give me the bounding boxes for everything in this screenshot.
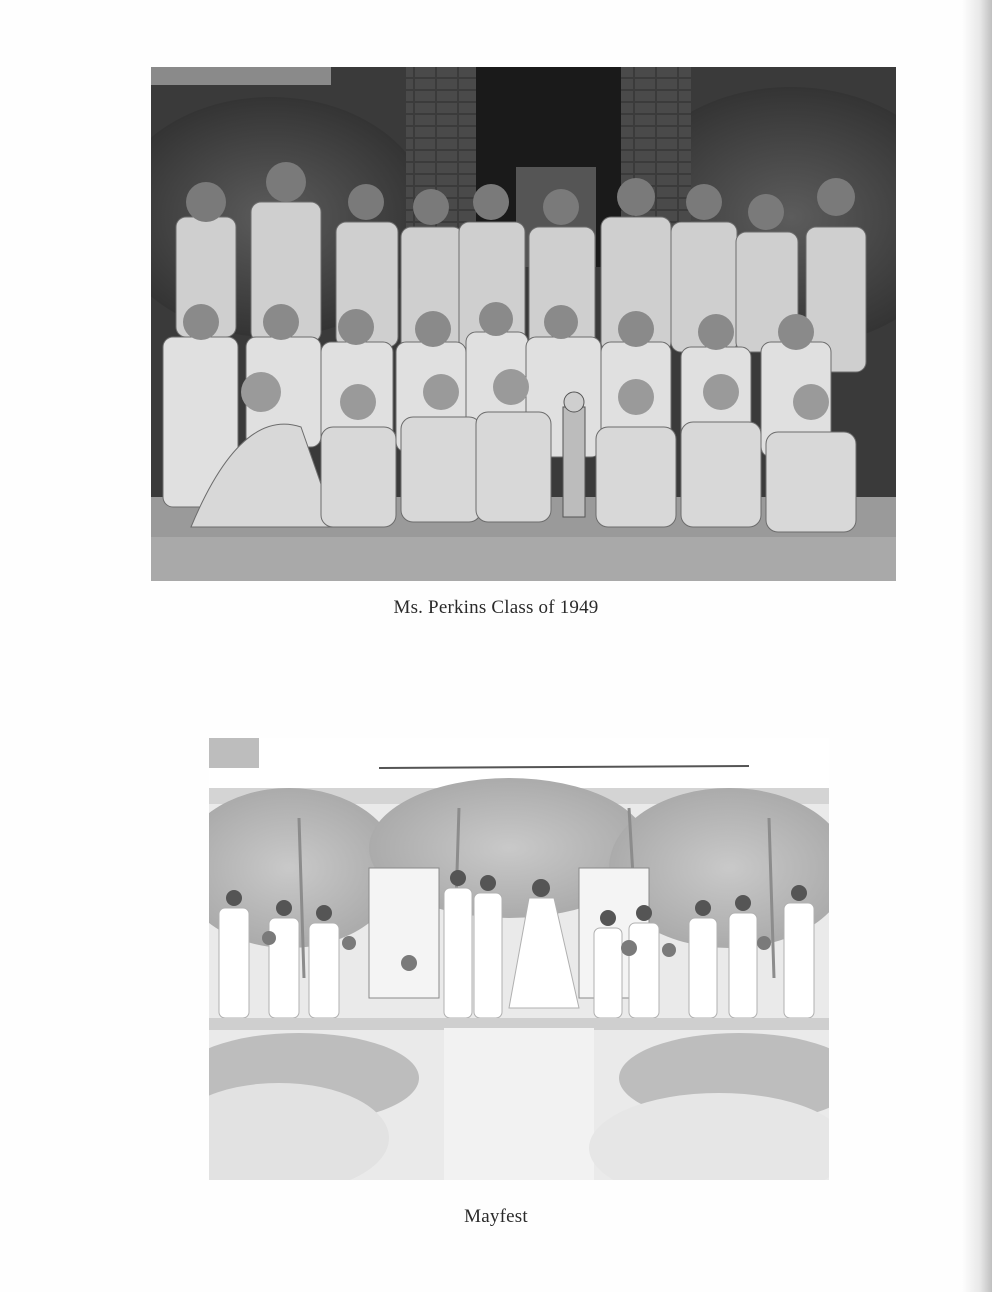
- mayfest-photo-caption: Mayfest: [464, 1206, 528, 1227]
- page-gutter-shadow: [962, 0, 992, 1292]
- class-group-photo: [151, 67, 896, 581]
- mayfest-stage-photo: [209, 738, 829, 1180]
- mayfest-photo-image: [209, 738, 829, 1180]
- class-photo-caption: Ms. Perkins Class of 1949: [393, 597, 599, 618]
- class-photo-image: [151, 67, 896, 581]
